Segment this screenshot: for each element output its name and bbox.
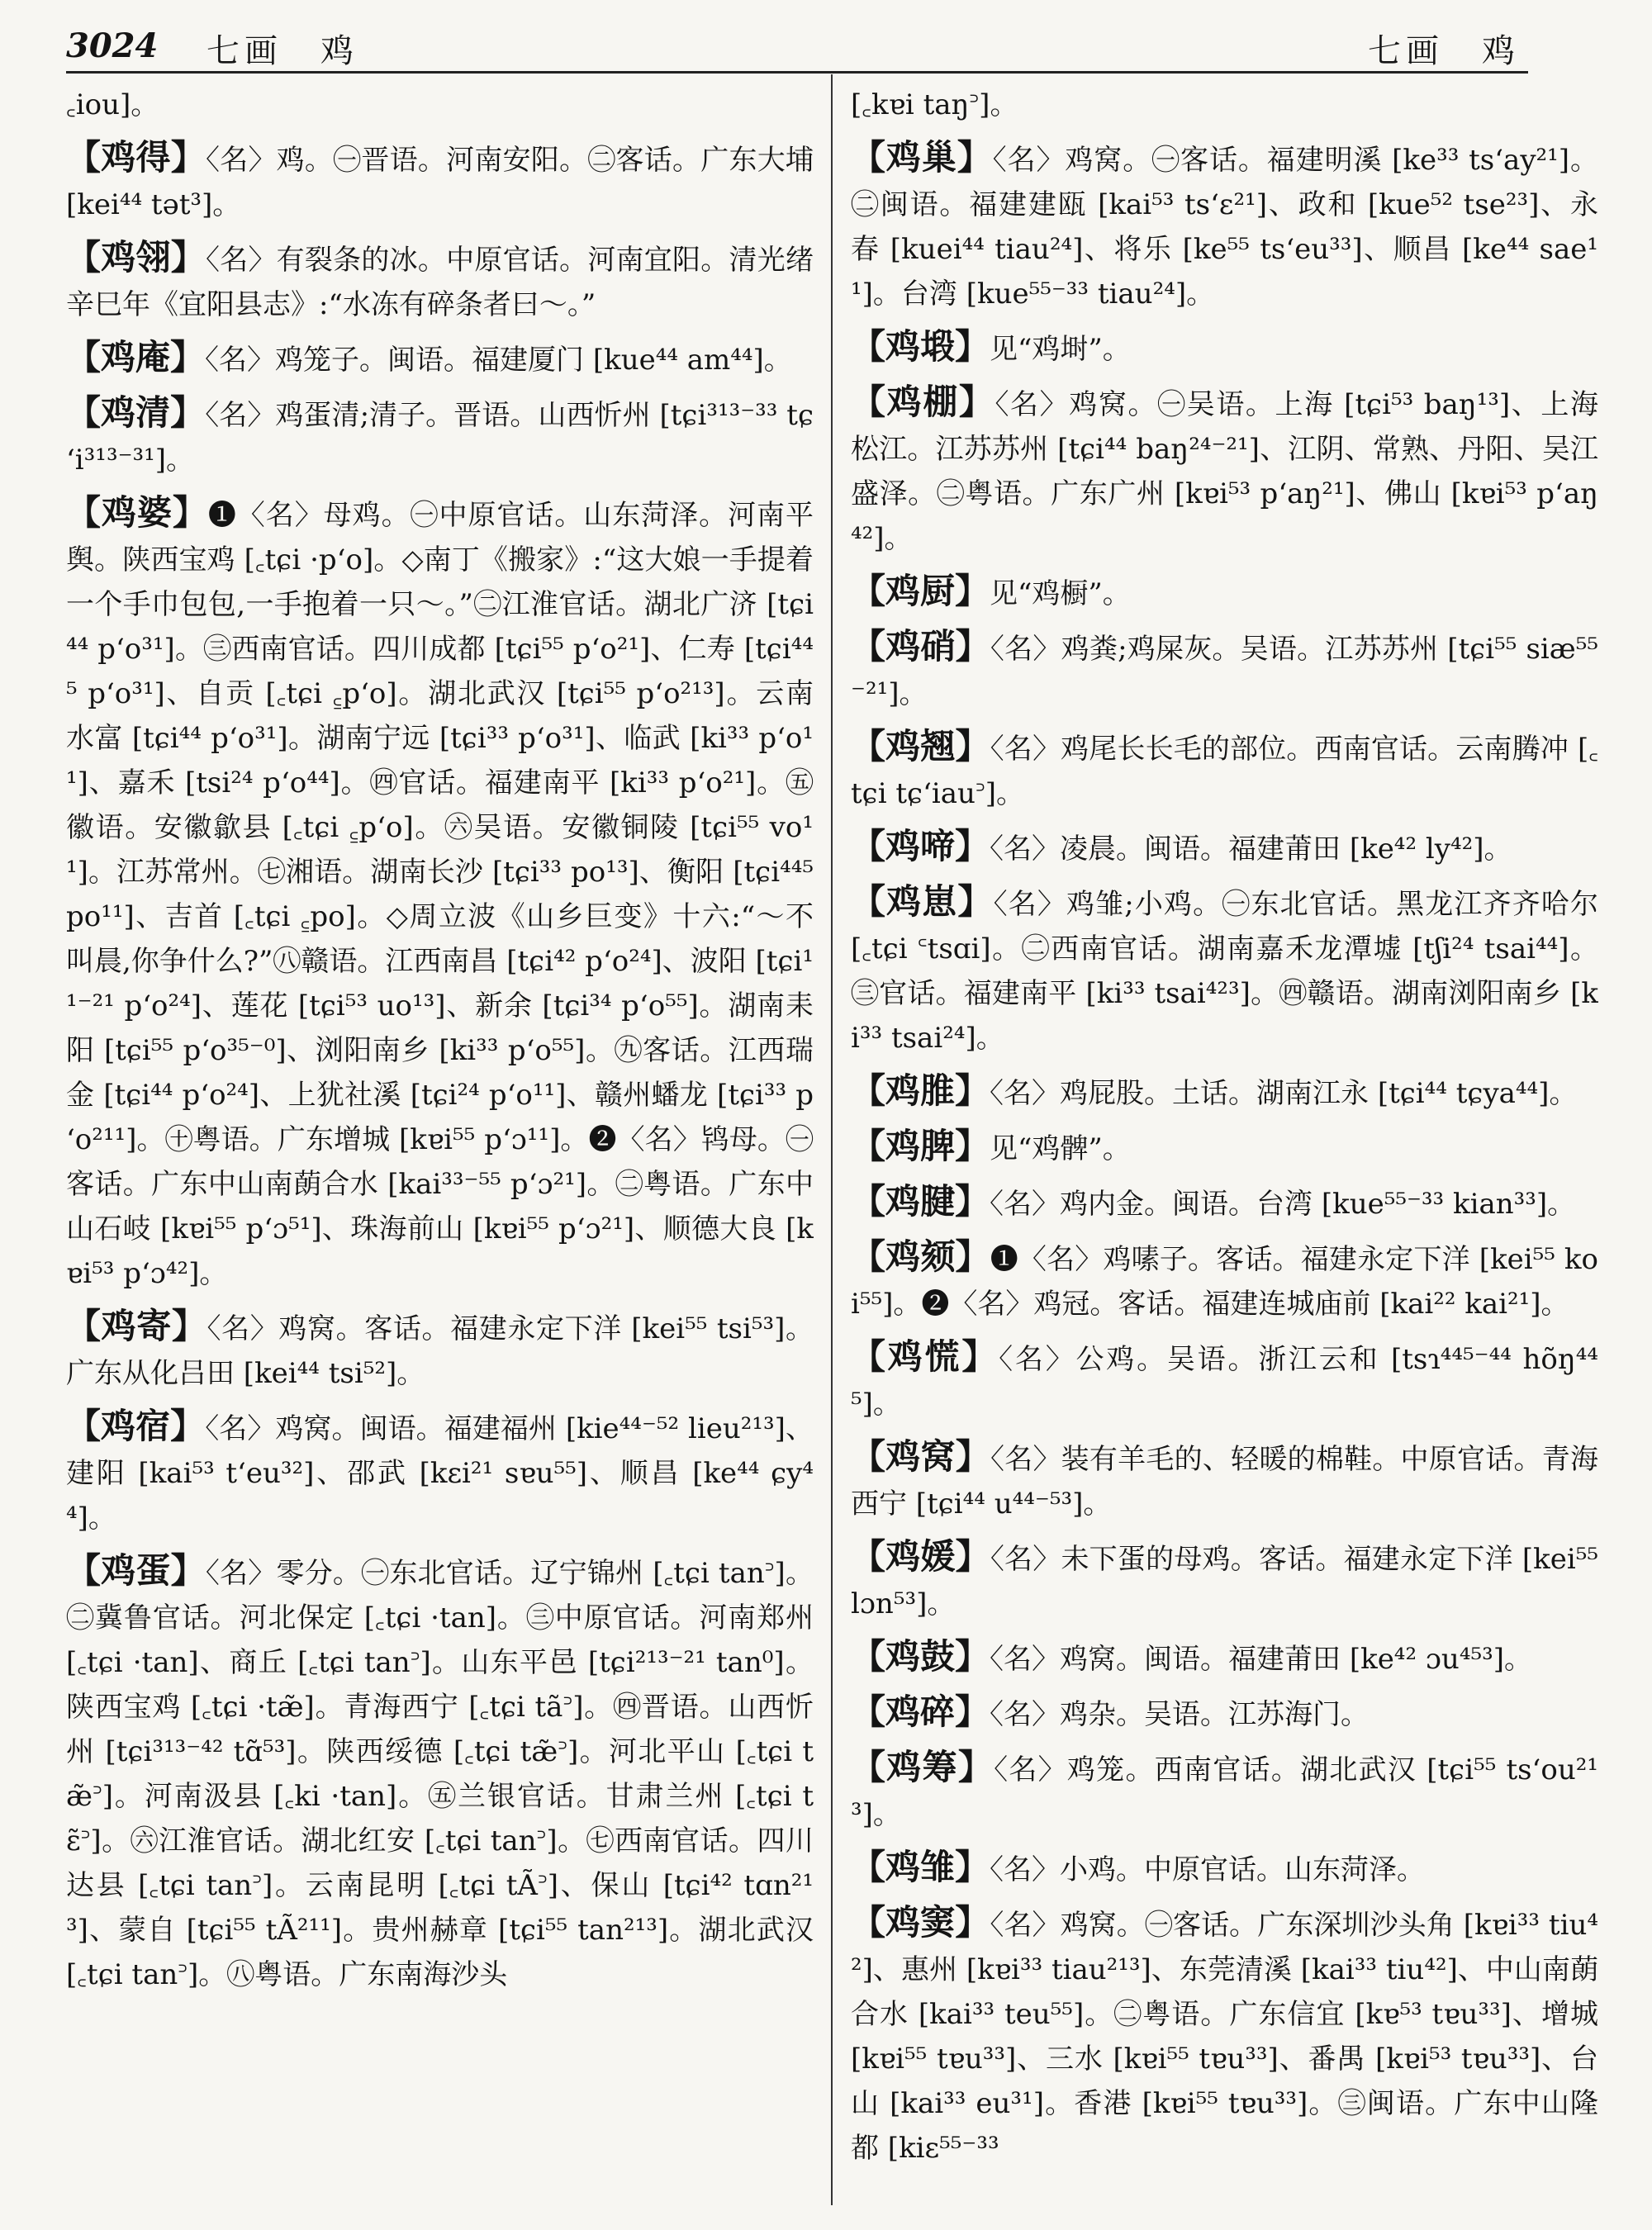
running-head-left: 七画 鸡 bbox=[206, 32, 358, 70]
dictionary-entry bbox=[851, 1179, 1598, 1226]
dictionary-entry bbox=[66, 391, 814, 482]
dictionary-entry bbox=[851, 1745, 1598, 1837]
entry-definition: 〈名〉鸡尾长长毛的部位。西南官话。云南腾冲 [꜀tɕi tɕʻiau꜄]。 bbox=[851, 733, 1598, 810]
entry-definition: 〈名〉鸡内金。闽语。台湾 [kue⁵⁵⁻³³ kian³³]。 bbox=[990, 1188, 1576, 1221]
entry-headword: 【鸡媛】 bbox=[851, 1536, 990, 1577]
entry-headword: 【鸡巢】 bbox=[851, 137, 993, 178]
left-column bbox=[66, 83, 814, 2213]
dictionary-entry bbox=[851, 1335, 1598, 1426]
entry-headword: 【鸡鼓】 bbox=[851, 1636, 990, 1677]
dictionary-entry bbox=[851, 569, 1598, 616]
entry-definition: 〈名〉鸡笼子。闽语。福建厦门 [kue⁴⁴ am⁴⁴]。 bbox=[205, 344, 792, 377]
header-rule bbox=[66, 71, 1528, 74]
entry-definition: 见“鸡橱”。 bbox=[990, 577, 1131, 610]
entry-headword: 【鸡雏】 bbox=[851, 1847, 990, 1887]
entry-definition: 〈名〉鸡窝。客话。福建永定下洋 [kei⁵⁵ tsi⁵³]。广东从化吕田 [kei⁴⁴ tsi⁵²]。 bbox=[66, 1312, 814, 1390]
entry-headword: 【鸡窦】 bbox=[851, 1902, 990, 1943]
entry-headword: 【鸡宿】 bbox=[66, 1406, 206, 1446]
dictionary-entry bbox=[66, 135, 814, 227]
right-column bbox=[851, 83, 1598, 2213]
entry-headword: 【鸡婆】 bbox=[66, 492, 208, 533]
page-number: 3024 bbox=[66, 26, 159, 65]
entry-headword: 【鸡筹】 bbox=[851, 1747, 995, 1787]
entry-definition: 〈名〉鸡笼。西南官话。湖北武汉 [tɕi⁵⁵ tsʻou²¹³]。 bbox=[851, 1753, 1598, 1831]
entry-headword: 【鸡慌】 bbox=[851, 1336, 999, 1377]
entry-definition: 〈名〉零分。㊀东北官话。辽宁锦州 [꜀tɕi tan꜄]。㊁冀鲁官话。河北保定 [꜀tɕi ·tan]。㊂中原官话。河南郑州 [꜀tɕi ·tan]、商丘 [꜀tɕi tan꜄]。山东平邑 [tɕi²¹³⁻²¹ tan⁰]。陕西宝鸡 [꜀tɕi ·tæ̃]。青海西宁 [꜀tɕi tã꜄]。㊃晋语。山西忻州 [tɕi³¹³⁻⁴² tɑ̃⁵³]。陕西绥德 [꜀tɕi tæ̃꜄]。河北平山 [꜀tɕi tæ̃꜄]。河南汲县 [꜀ki ·tan]。㊄兰银官话。甘肃兰州 [꜀tɕi tɛ̃꜄]。㊅江淮官话。湖北红安 [꜀tɕi tan꜄]。㊆西南官话。四川达县 [꜀tɕi tan꜄]。云南昆明 [꜀tɕi tÃ꜄]、保山 [tɕi⁴² tɑn²¹³]、蒙自 [tɕi⁵⁵ tÃ²¹¹]。贵州赫章 [tɕi⁵⁵ tan²¹³]。湖北武汉 [꜀tɕi tan꜄]。㊇粤语。广东南海沙头 bbox=[66, 1557, 814, 1991]
page-header bbox=[66, 20, 1586, 69]
entry-definition: 〈名〉有裂条的冰。中原官话。河南宜阳。清光绪辛巳年《宜阳县志》:“水冻有碎条者曰～。” bbox=[66, 244, 814, 321]
entry-headword: 【鸡庵】 bbox=[66, 337, 206, 377]
dictionary-entry bbox=[66, 1549, 814, 1997]
entry-definition: 见“鸡埘”。 bbox=[990, 333, 1131, 366]
entry-definition: 〈名〉鸡窝。㊀客话。福建明溪 [ke³³ tsʻay²¹]。㊁闽语。福建建瓯 [kai⁵³ tsʻɛ²¹]、政和 [kue⁵² tse²³]、永春 [kuei⁴⁴ tiau²⁴]、将乐 [ke⁵⁵ tsʻeu³³]、顺昌 [ke⁴⁴ sae¹¹]。台湾 [kue⁵⁵⁻³³ tiau²⁴]。 bbox=[851, 144, 1598, 311]
dictionary-entry bbox=[851, 1435, 1598, 1526]
entry-definition: 〈名〉公鸡。吴语。浙江云和 [tsɿ⁴⁴⁵⁻⁴⁴ hõŋ⁴⁴⁵]。 bbox=[851, 1343, 1598, 1421]
dictionary-entry bbox=[851, 1535, 1598, 1626]
dictionary-entry bbox=[851, 1690, 1598, 1737]
entry-definition: 〈名〉鸡窝。闽语。福建福州 [kie⁴⁴⁻⁵² lieu²¹³]、建阳 [kai⁵³ tʻeu³²]、邵武 [kɛi²¹ sɐu⁵⁵]、顺昌 [ke⁴⁴ ɕy⁴⁴]。 bbox=[66, 1412, 814, 1535]
entry-definition: 〈名〉鸡窝。㊀客话。广东深圳沙头角 [kɐi³³ tiu⁴²]、惠州 [kɐi³³ tiau²¹³]、东莞清溪 [kai³³ tiu⁴²]、中山南蓢合水 [kai³³ teu⁵⁵]。㊁粤语。广东信宜 [kɐ⁵³ tɐu³³]、增城 [kɐi⁵⁵ tɐu³³]、三水 [kɐi⁵⁵ tɐu³³]、番禺 [kɐi⁵³ tɐu³³]、台山 [kai³³ eu³¹]。香港 [kɐi⁵⁵ tɐu³³]。㊂闽语。广东中山隆都 [kiɛ⁵⁵⁻³³ bbox=[851, 1909, 1598, 2165]
entry-definition: 见“鸡髀”。 bbox=[990, 1132, 1131, 1165]
dictionary-entry bbox=[851, 1900, 1598, 2171]
dictionary-entry bbox=[851, 880, 1598, 1060]
entry-headword: 【鸡啼】 bbox=[851, 826, 990, 866]
entry-definition: 〈名〉小鸡。中原官话。山东菏泽。 bbox=[990, 1853, 1426, 1886]
dictionary-entry bbox=[851, 1124, 1598, 1171]
dictionary-entry bbox=[851, 380, 1598, 561]
entry-headword: 【鸡窝】 bbox=[851, 1436, 990, 1477]
entry-headword: 【鸡翘】 bbox=[851, 726, 990, 766]
entry-list bbox=[66, 135, 814, 1997]
entry-definition: ❶〈名〉母鸡。㊀中原官话。山东菏泽。河南平舆。陕西宝鸡 [꜀tɕi ·pʻo]。◇南丁《搬家》:“这大娘一手提着一个手巾包包,一手抱着一只～。”㊁江淮官话。湖北广济 [tɕi⁴⁴ pʻo³¹]。㊂西南官话。四川成都 [tɕi⁵⁵ pʻo²¹]、仁寿 [tɕi⁴⁴⁵ pʻo³¹]、自贡 [꜀tɕi ꜁pʻo]。湖北武汉 [tɕi⁵⁵ pʻo²¹³]。云南水富 [tɕi⁴⁴ pʻo³¹]。湖南宁远 [tɕi³³ pʻo³¹]、临武 [ki³³ pʻo¹¹]、嘉禾 [tsi²⁴ pʻo⁴⁴]。㊃官话。福建南平 [ki³³ pʻo²¹]。㊄徽语。安徽歙县 [꜀tɕi ꜁pʻo]。㊅吴语。安徽铜陵 [tɕi⁵⁵ vo¹¹]。江苏常州。㊆湘语。湖南长沙 [tɕi³³ po¹³]、衡阳 [tɕi⁴⁴⁵ po¹¹]、吉首 [꜀tɕi ꜁po]。◇周立波《山乡巨变》十六:“～不叫晨,你争什么?”㊇赣语。江西南昌 [tɕi⁴² pʻo²⁴]、波阳 [tɕi¹¹⁻²¹ pʻo²⁴]、莲花 [tɕi⁵³ uo¹³]、新余 [tɕi³⁴ pʻo⁵⁵]。湖南耒阳 [tɕi⁵⁵ pʻo³⁵⁻⁰]、浏阳南乡 [ki³³ pʻo⁵⁵]。㊈客话。江西瑞金 [tɕi⁴⁴ pʻo²⁴]、上犹社溪 [tɕi²⁴ pʻo¹¹]、赣州蟠龙 [tɕi³³ pʻo²¹¹]。㊉粤语。广东增城 [kɐi⁵⁵ pʻɔ¹¹]。❷〈名〉鸨母。㊀客话。广东中山南蓢合水 [kai³³⁻⁵⁵ pʻɔ²¹]。㊁粤语。广东中山石岐 [kɐi⁵⁵ pʻɔ⁵¹]、珠海前山 [kɐi⁵⁵ pʻɔ²¹]、顺德大良 [kɐi⁵³ pʻɔ⁴²]。 bbox=[66, 499, 814, 1290]
entry-definition: 〈名〉鸡。㊀晋语。河南安阳。㊁客话。广东大埔 [kei⁴⁴ tət³]。 bbox=[66, 144, 814, 221]
entry-headword: 【鸡脾】 bbox=[851, 1126, 990, 1166]
dictionary-entry bbox=[66, 491, 814, 1296]
entry-headword: 【鸡蛋】 bbox=[66, 1550, 206, 1591]
dictionary-entry bbox=[66, 335, 814, 382]
entry-headword: 【鸡厨】 bbox=[851, 571, 990, 611]
continuation-text: [꜀kɐi taŋ꜄]。 bbox=[851, 88, 1018, 121]
entry-headword: 【鸡棚】 bbox=[851, 382, 995, 422]
entry-headword: 【鸡硝】 bbox=[851, 626, 990, 667]
dictionary-entry bbox=[851, 1069, 1598, 1116]
entry-definition: 〈名〉鸡杂。吴语。江苏海门。 bbox=[990, 1698, 1370, 1731]
entry-headword: 【鸡寄】 bbox=[66, 1306, 207, 1346]
entry-headword: 【鸡脽】 bbox=[851, 1070, 990, 1111]
column-divider bbox=[831, 74, 833, 2205]
entry-headword: 【鸡颏】 bbox=[851, 1236, 990, 1277]
entry-headword: 【鸡得】 bbox=[66, 137, 206, 178]
dictionary-entry bbox=[851, 325, 1598, 372]
dictionary-entry bbox=[851, 624, 1598, 716]
entry-headword: 【鸡清】 bbox=[66, 392, 206, 433]
entry-definition: 〈名〉鸡窝。闽语。福建莆田 [ke⁴² ɔu⁴⁵³]。 bbox=[990, 1643, 1532, 1676]
entry-list bbox=[851, 135, 1598, 2171]
dictionary-entry bbox=[851, 824, 1598, 871]
entry-headword: 【鸡塅】 bbox=[851, 326, 990, 367]
entry-definition: 〈名〉鸡雏;小鸡。㊀东北官话。黑龙江齐齐哈尔 [꜀tɕi ꜂tsɑi]。㊁西南官话。湖南嘉禾龙潭墟 [tʃi²⁴ tsai⁴⁴]。㊂官话。福建南平 [ki³³ tsai⁴²³]。㊃赣语。湖南浏阳南乡 [ki³³ tsai²⁴]。 bbox=[851, 888, 1598, 1055]
entry-definition: ❶〈名〉鸡嗉子。客话。福建永定下洋 [kei⁵⁵ koi⁵⁵]。❷〈名〉鸡冠。客话。福建连城庙前 [kai²² kai²¹]。 bbox=[851, 1243, 1598, 1321]
entry-definition: 〈名〉鸡蛋清;清子。晋语。山西忻州 [tɕi³¹³⁻³³ tɕʻi³¹³⁻³¹]。 bbox=[66, 399, 814, 477]
entry-headword: 【鸡碎】 bbox=[851, 1691, 990, 1732]
dictionary-entry bbox=[851, 724, 1598, 816]
dictionary-entry bbox=[851, 1845, 1598, 1892]
entry-headword: 【鸡腱】 bbox=[851, 1181, 990, 1222]
dictionary-entry bbox=[66, 1304, 814, 1396]
dictionary-entry bbox=[851, 1235, 1598, 1326]
entry-definition: 〈名〉凌晨。闽语。福建莆田 [ke⁴² ly⁴²]。 bbox=[990, 833, 1512, 866]
entry-headword: 【鸡翎】 bbox=[66, 237, 206, 278]
continuation-text: ꜀iou]。 bbox=[66, 88, 159, 121]
entry-definition: 〈名〉鸡窝。㊀吴语。上海 [tɕi⁵³ baŋ¹³]、上海松江。江苏苏州 [tɕi⁴⁴ baŋ²⁴⁻²¹]、江阴、常熟、丹阳、吴江盛泽。㊁粤语。广东广州 [kɐi⁵³ pʻaŋ²¹]、佛山 [kɐi⁵³ pʻaŋ⁴²]。 bbox=[851, 388, 1598, 555]
running-head-right: 七画 鸡 bbox=[1368, 32, 1520, 70]
dictionary-entry bbox=[851, 1635, 1598, 1682]
dictionary-entry bbox=[66, 1404, 814, 1540]
entry-definition: 〈名〉未下蛋的母鸡。客话。福建永定下洋 [kei⁵⁵ lɔn⁵³]。 bbox=[851, 1543, 1598, 1620]
dictionary-entry bbox=[66, 235, 814, 327]
entry-definition: 〈名〉鸡粪;鸡屎灰。吴语。江苏苏州 [tɕi⁵⁵ siæ⁵⁵⁻²¹]。 bbox=[851, 633, 1598, 710]
entry-definition: 〈名〉鸡屁股。土话。湖南江永 [tɕi⁴⁴ tɕya⁴⁴]。 bbox=[990, 1077, 1578, 1110]
entry-definition: 〈名〉装有羊毛的、轻暖的棉鞋。中原官话。青海西宁 [tɕi⁴⁴ u⁴⁴⁻⁵³]。 bbox=[851, 1443, 1598, 1521]
entry-headword: 【鸡崽】 bbox=[851, 881, 994, 922]
dictionary-entry bbox=[851, 135, 1598, 316]
